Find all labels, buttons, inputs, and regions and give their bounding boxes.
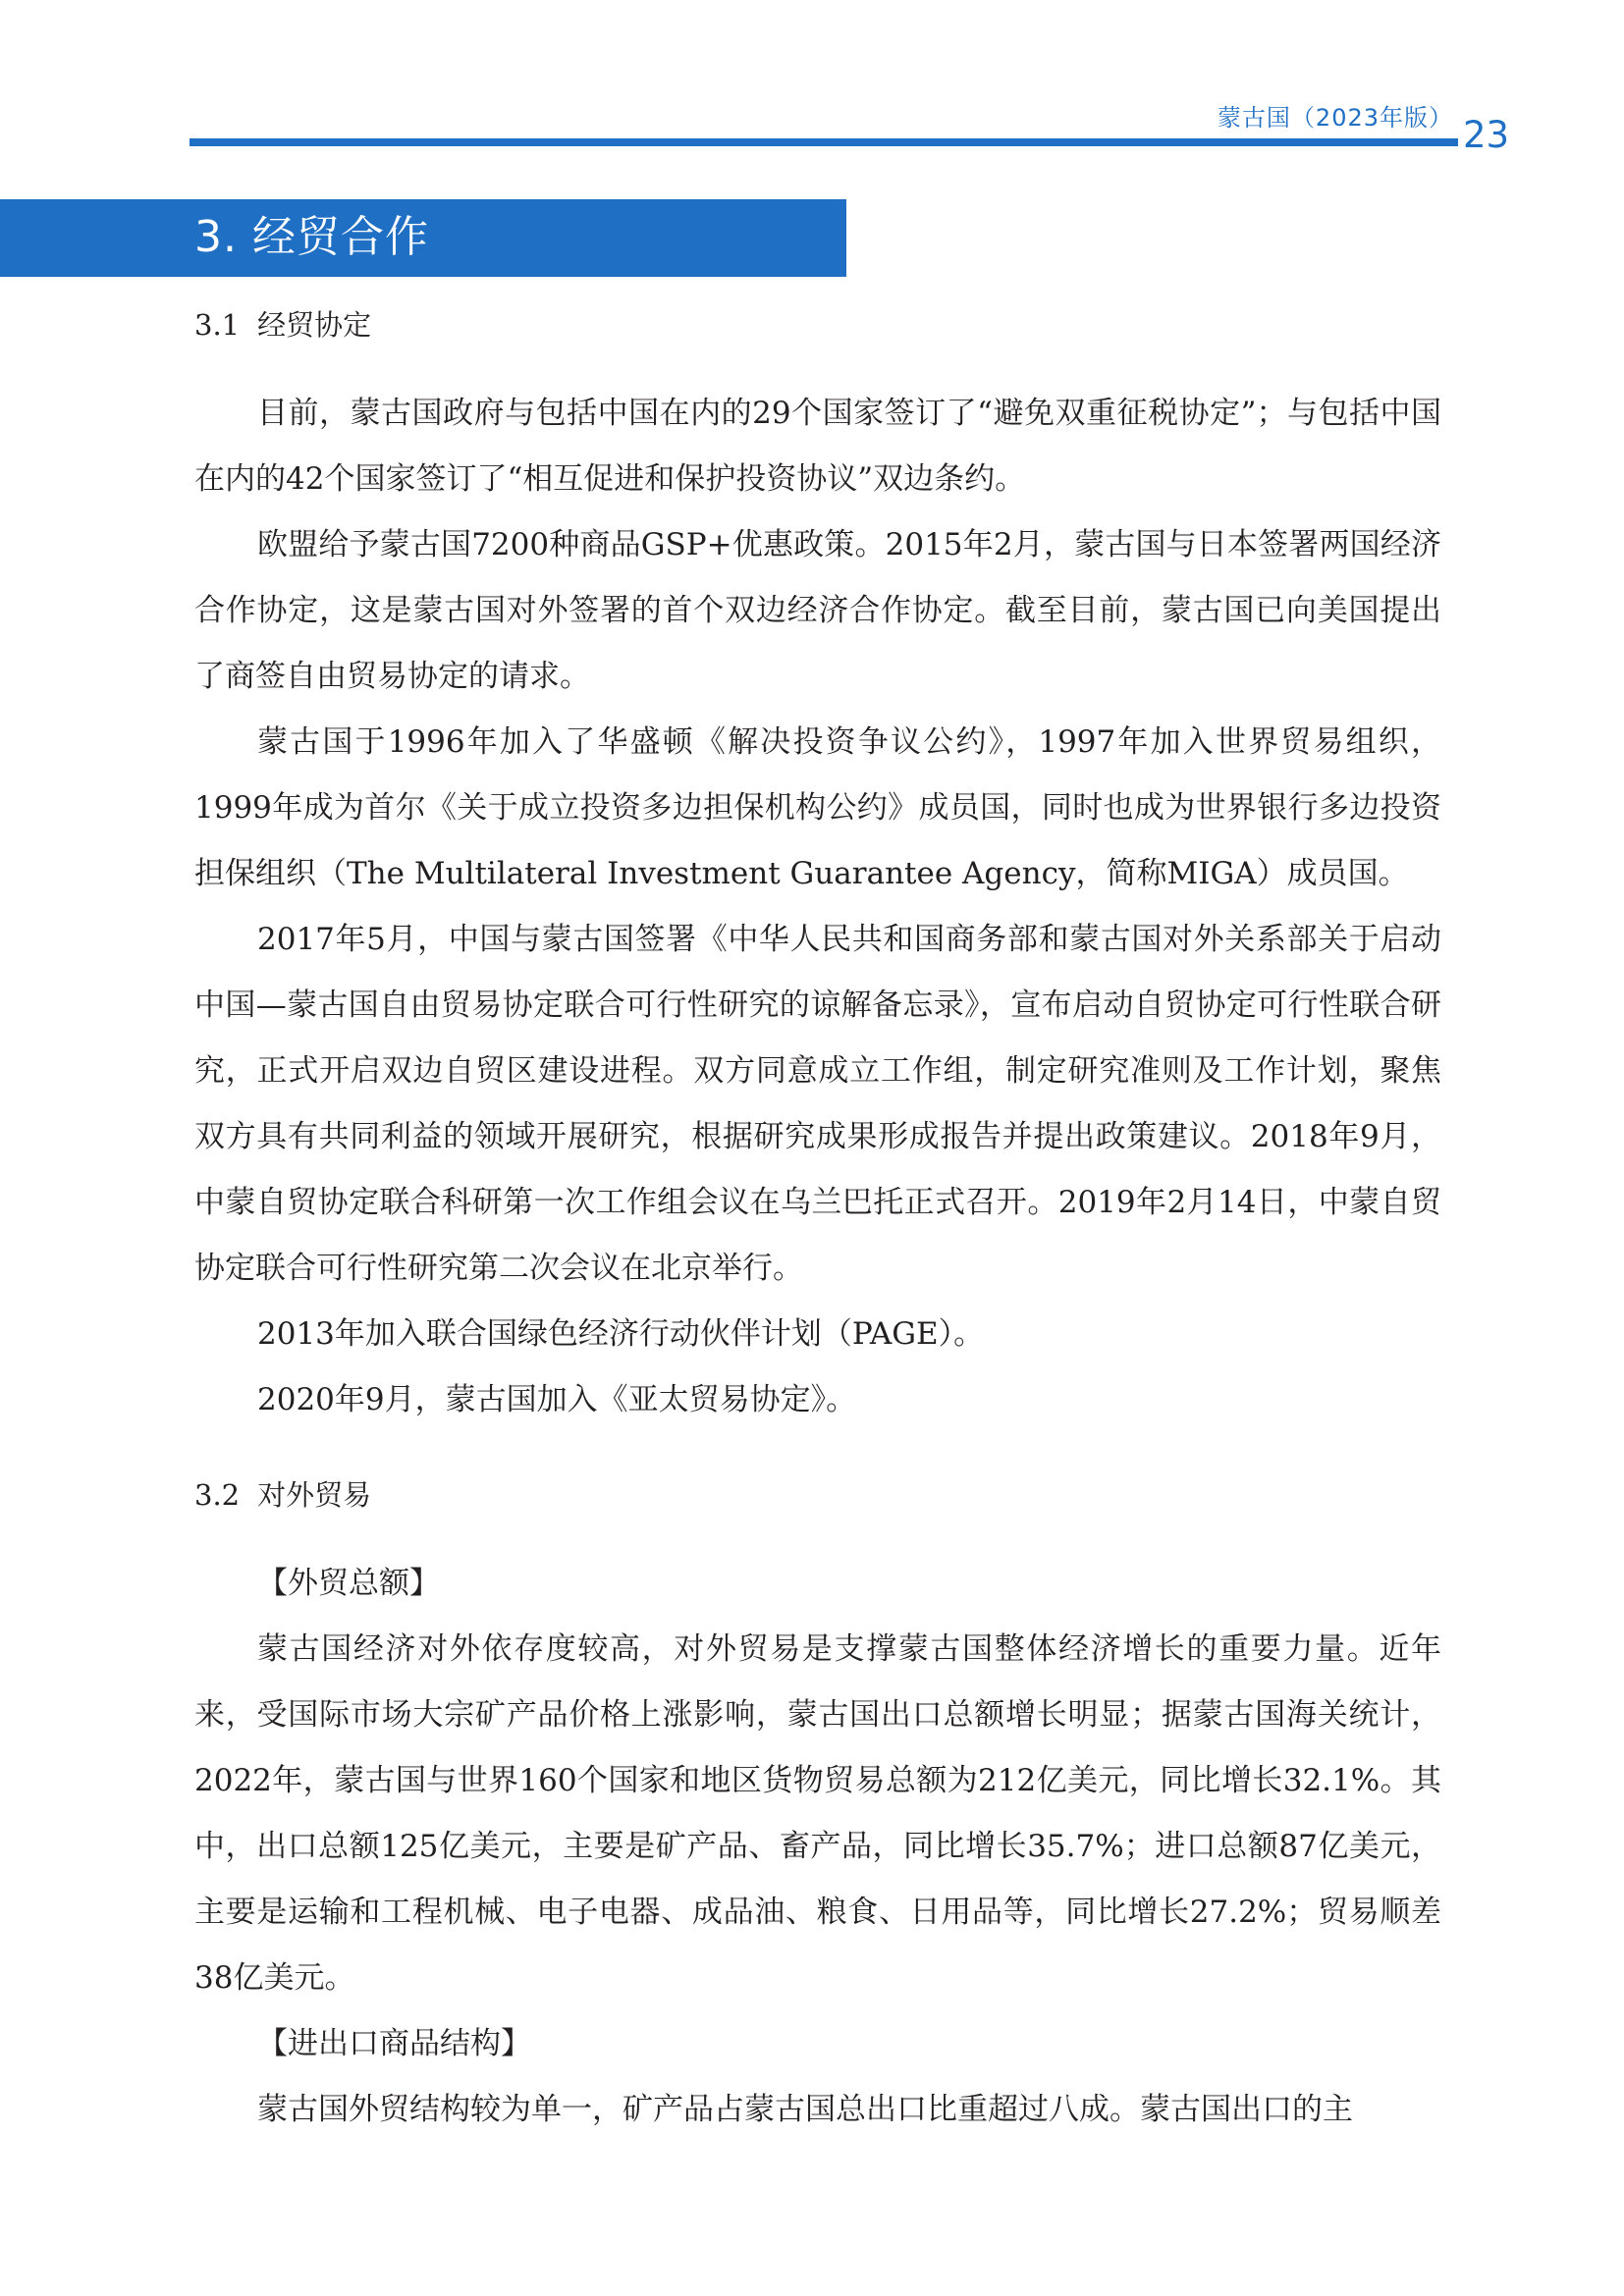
subsection-title: 对外贸易 — [257, 1478, 372, 1512]
subsection-number: 3.2 — [194, 1478, 241, 1512]
subsection-heading-3-2 — [194, 1475, 371, 1515]
running-header-title: 蒙古国（2023年版） — [1217, 104, 1453, 132]
subsection-body-3-1 — [194, 381, 1441, 1433]
bracket-heading-trade-total: 【外贸总额】 — [257, 1566, 440, 1601]
subsection-body-3-2 — [194, 1551, 1441, 2143]
subsection-number: 3.1 — [194, 308, 241, 342]
section-title: 3. 经贸合作 — [194, 212, 429, 262]
paragraph: 蒙古国于1996年加入了华盛顿《解决投资争议公约》，1997年加入世界贸易组织，1999年成为首尔《关于成立投资多边担保机构公约》成员国，同时也成为世界银行多边投资担保组织（The Multilateral Investment Guarantee Agency，简称MIGA）成员国。 — [194, 724, 1441, 891]
paragraph: 2020年9月，蒙古国加入《亚太贸易协定》。 — [257, 1382, 857, 1417]
paragraph: 目前，蒙古国政府与包括中国在内的29个国家签订了“避免双重征税协定”；与包括中国在内的42个国家签订了“相互促进和保护投资协议”双边条约。 — [194, 396, 1441, 497]
paragraph: 2017年5月，中国与蒙古国签署《中华人民共和国商务部和蒙古国对外关系部关于启动中国—蒙古国自由贸易协定联合可行性研究的谅解备忘录》，宣布启动自贸协定可行性联合研究，正式开启双边自贸区建设进程。双方同意成立工作组，制定研究准则及工作计划，聚焦双方具有共同利益的领域开展研究，根据研究成果形成报告并提出政策建议。2018年9月，中蒙自贸协定联合科研第一次工作组会议在乌兰巴托正式召开。2019年2月14日，中蒙自贸协定联合可行性研究第二次会议在北京举行。 — [194, 922, 1441, 1286]
paragraph: 蒙古国外贸结构较为单一，矿产品占蒙古国总出口比重超过八成。蒙古国出口的主 — [257, 2092, 1353, 2127]
page-number: 23 — [1463, 114, 1510, 156]
paragraph: 2013年加入联合国绿色经济行动伙伴计划（PAGE）。 — [257, 1316, 985, 1352]
bracket-heading-commodity-structure: 【进出口商品结构】 — [257, 2026, 531, 2061]
paragraph: 欧盟给予蒙古国7200种商品GSP+优惠政策。2015年2月，蒙古国与日本签署两国经济合作协定，这是蒙古国对外签署的首个双边经济合作协定。截至目前，蒙古国已向美国提出了商签自由贸易协定的请求。 — [194, 527, 1441, 694]
paragraph: 蒙古国经济对外依存度较高，对外贸易是支撑蒙古国整体经济增长的重要力量。近年来，受国际市场大宗矿产品价格上涨影响，蒙古国出口总额增长明显；据蒙古国海关统计，2022年，蒙古国与世界160个国家和地区货物贸易总额为212亿美元，同比增长32.1%。其中，出口总额125亿美元，主要是矿产品、畜产品，同比增长35.7%；进口总额87亿美元，主要是运输和工程机械、电子电器、成品油、粮食、日用品等，同比增长27.2%；贸易顺差38亿美元。 — [194, 1631, 1441, 1996]
header-rule — [189, 138, 1458, 146]
subsection-heading-3-1 — [194, 305, 371, 345]
subsection-title: 经贸协定 — [257, 308, 372, 342]
